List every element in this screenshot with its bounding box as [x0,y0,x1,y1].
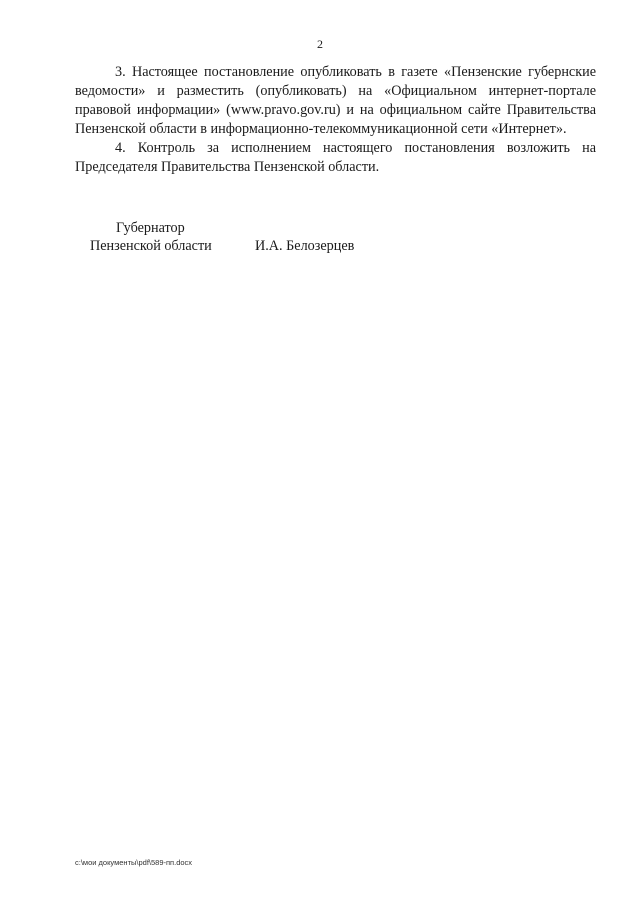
document-body [75,63,596,177]
page-number: 2 [317,37,323,51]
signatory-title-line2: Пензенской области [90,238,212,254]
signatory-name: И.А. Белозерцев [255,238,355,254]
paragraph-4-control: 4. Контроль за исполнением настоящего постановления возложить на Председателя Правительства Пензенской области. [75,140,596,175]
signatory-title-line1: Губернатор [116,220,185,236]
footer-file-path: c:\мои документы\pdf\589-пп.docx [75,858,193,867]
paragraph-3-publication: 3. Настоящее постановление опубликовать в газете «Пензенские губернские ведомости» и разместить (опубликовать) на «Официальном интернет-портале правовой информации» (www.pravo.gov.ru) и на официальном сайте Правительства Пензенской области в информационно-телекоммуникационной сети «Интернет». [75,64,596,137]
